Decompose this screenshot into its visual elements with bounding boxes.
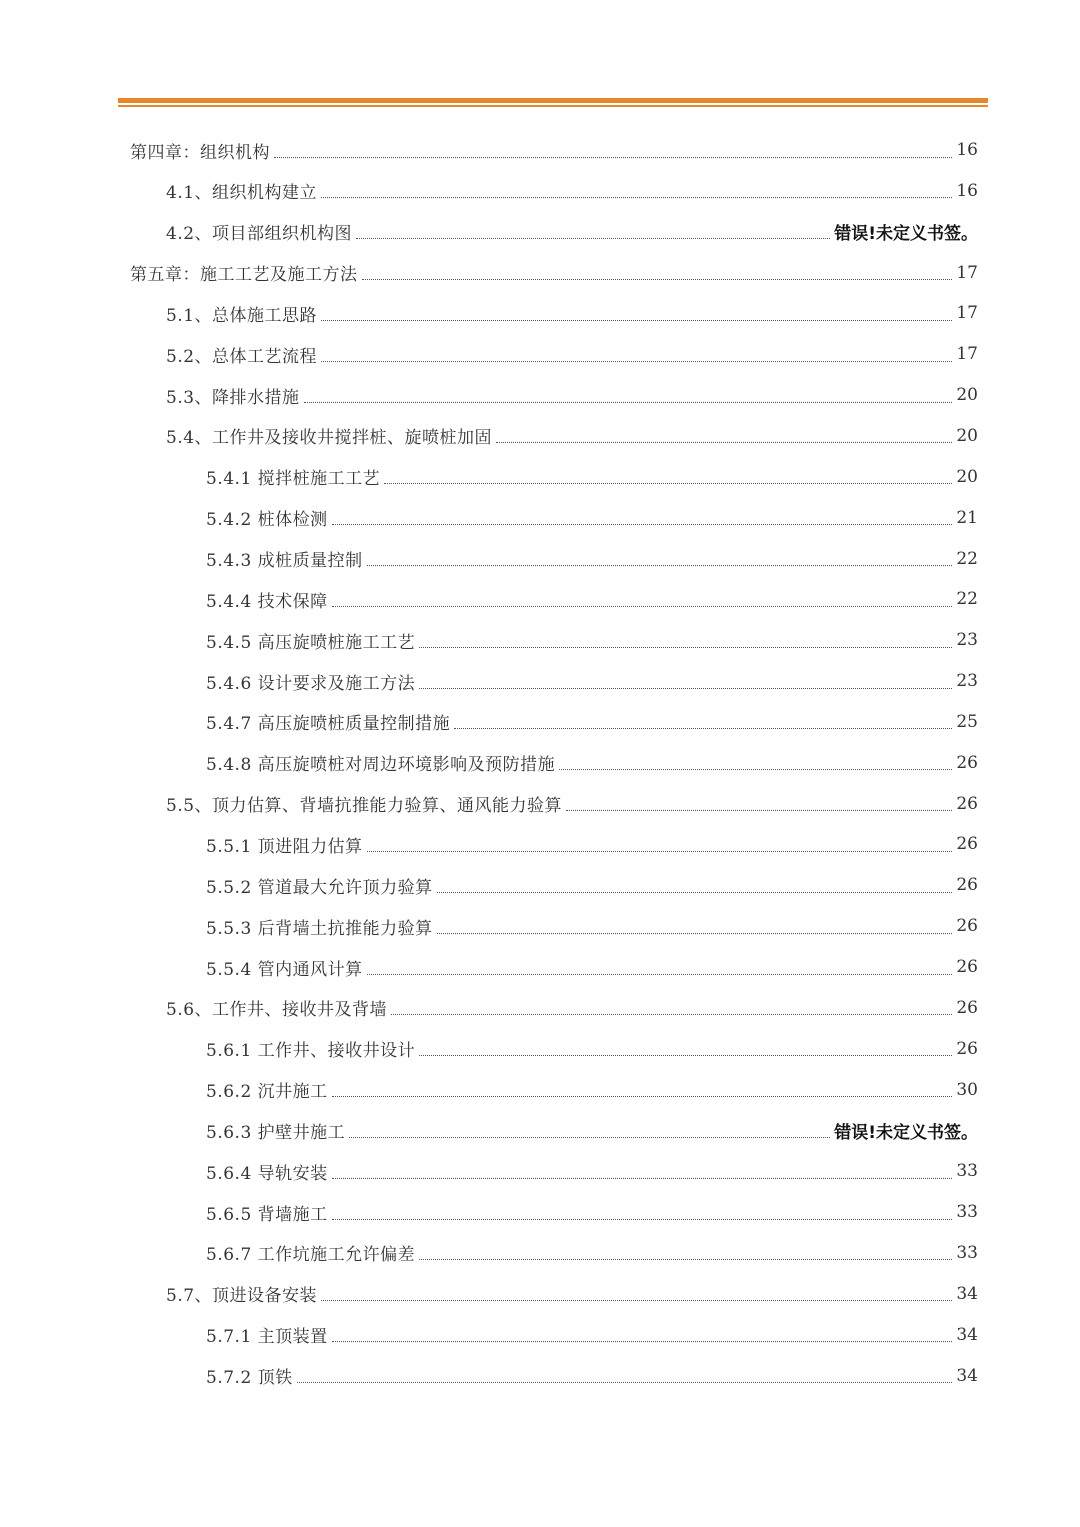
toc-entry[interactable] — [206, 457, 978, 497]
toc-entry-title: 5.4.3 成桩质量控制 — [206, 551, 363, 571]
toc-entry[interactable] — [166, 1274, 978, 1314]
toc-page-number: 17 — [956, 344, 978, 365]
toc-entry[interactable] — [206, 1192, 978, 1232]
toc-page-number: 17 — [956, 303, 978, 324]
toc-dot-leader — [356, 238, 830, 239]
toc-page-number: 22 — [956, 589, 978, 610]
toc-dot-leader — [321, 320, 952, 321]
toc-dot-leader — [332, 1178, 953, 1179]
toc-dot-leader — [367, 974, 953, 975]
toc-entry[interactable] — [206, 1356, 978, 1396]
toc-dot-leader — [332, 524, 953, 525]
toc-page-number: 25 — [956, 711, 978, 732]
toc-dot-leader — [332, 1096, 953, 1097]
toc-entry[interactable] — [166, 334, 978, 374]
toc-entry-title: 5.5.4 管内通风计算 — [206, 959, 363, 980]
toc-entry-title: 5.6、工作井、接收井及背墙 — [166, 1000, 388, 1021]
toc-entry-title: 5.6.1 工作井、接收井设计 — [206, 1041, 416, 1062]
toc-dot-leader — [274, 157, 952, 158]
toc-dot-leader — [321, 1300, 952, 1301]
toc-entry[interactable] — [206, 702, 978, 742]
toc-entry[interactable] — [206, 1029, 978, 1069]
toc-entry[interactable] — [206, 1315, 978, 1355]
toc-entry-title: 5.5、顶力估算、背墙抗推能力验算、通风能力验算 — [166, 796, 563, 817]
toc-dot-leader — [349, 1137, 830, 1138]
toc-dot-leader — [437, 933, 953, 934]
toc-page-number: 26 — [956, 916, 978, 937]
toc-entry-title: 5.5.3 后背墙土抗推能力验算 — [206, 918, 433, 939]
toc-page-number: 33 — [956, 1202, 978, 1223]
toc-entry[interactable] — [166, 375, 978, 415]
toc-entry-title: 5.6.2 沉井施工 — [206, 1082, 328, 1103]
toc-dot-leader — [566, 810, 952, 811]
toc-dot-leader — [367, 565, 953, 566]
toc-entry[interactable] — [206, 498, 978, 538]
toc-page-number: 26 — [956, 793, 978, 814]
toc-dot-leader — [321, 361, 952, 362]
toc-entry-title: 5.4.5 高压旋喷桩施工工艺 — [206, 632, 416, 653]
toc-entry-title: 5.5.1 顶进阻力估算 — [206, 836, 363, 857]
toc-page-number: 16 — [956, 140, 978, 160]
toc-entry-title: 5.4.6 设计要求及施工方法 — [206, 673, 416, 694]
toc-entry-title: 5.2、总体工艺流程 — [166, 346, 318, 367]
toc-dot-leader — [332, 1341, 953, 1342]
toc-entry-title: 5.4.8 高压旋喷桩对周边环境影响及预防措施 — [206, 755, 556, 776]
toc-entry-title: 4.1、组织机构建立 — [166, 183, 318, 204]
toc-entry[interactable] — [206, 906, 978, 946]
toc-page-number: 26 — [956, 1038, 978, 1059]
toc-page-number: 34 — [956, 1324, 978, 1345]
toc-entry-title: 5.6.4 导轨安装 — [206, 1163, 328, 1184]
toc-entry-title: 5.4.1 搅拌桩施工工艺 — [206, 469, 381, 490]
toc-entry[interactable] — [206, 947, 978, 987]
toc-dot-leader — [437, 892, 953, 893]
toc-dot-leader — [384, 483, 952, 484]
toc-page-number: 23 — [956, 630, 978, 651]
toc-page-number: 20 — [956, 425, 978, 446]
toc-page-number: 33 — [956, 1242, 978, 1263]
toc-entry-title: 5.7.2 顶铁 — [206, 1368, 293, 1388]
toc-entry[interactable] — [166, 293, 978, 333]
toc-entry-title: 5.6.3 护壁井施工 — [206, 1122, 346, 1143]
toc-page-number: 34 — [956, 1365, 978, 1386]
toc-dot-leader — [332, 606, 953, 607]
toc-entry[interactable] — [130, 130, 978, 170]
toc-dot-leader — [419, 647, 952, 648]
toc-entry-title: 4.2、项目部组织机构图 — [166, 224, 353, 245]
toc-page-number: 20 — [956, 466, 978, 487]
toc-entry[interactable] — [206, 743, 978, 783]
toc-entry[interactable] — [166, 212, 978, 252]
toc-entry-title: 5.3、降排水措施 — [166, 387, 300, 408]
toc-dot-leader — [321, 197, 952, 198]
toc-entry-title: 5.6.7 工作坑施工允许偏差 — [206, 1245, 416, 1266]
toc-page-number: 20 — [956, 385, 978, 406]
toc-entry-title: 5.1、总体施工思路 — [166, 305, 318, 326]
toc-entry[interactable] — [206, 865, 978, 905]
toc-page-number: 22 — [956, 548, 978, 569]
toc-dot-leader — [362, 279, 953, 280]
toc-dot-leader — [297, 1382, 953, 1383]
toc-page-number: 16 — [956, 180, 978, 201]
toc-dot-leader — [496, 442, 952, 443]
toc-entry[interactable] — [206, 1110, 978, 1150]
toc-entry[interactable] — [206, 661, 978, 701]
toc-entry[interactable] — [206, 1151, 978, 1191]
toc-entry-title: 第四章：组织机构 — [130, 142, 270, 163]
toc-entry[interactable] — [166, 784, 978, 824]
toc-entry-title: 5.7.1 主顶装置 — [206, 1327, 328, 1348]
toc-entry[interactable] — [130, 253, 978, 293]
toc-entry[interactable] — [166, 416, 978, 456]
toc-entry-title: 第五章：施工工艺及施工方法 — [130, 265, 358, 286]
toc-page-number: 23 — [956, 671, 978, 692]
toc-entry-title: 5.4.4 技术保障 — [206, 591, 328, 612]
toc-entry-title: 5.4、工作井及接收井搅拌桩、旋喷桩加固 — [166, 428, 493, 449]
toc-page-number: 26 — [956, 957, 978, 977]
toc-entry-title: 5.4.2 桩体检测 — [206, 510, 328, 531]
toc-dot-leader — [391, 1014, 952, 1015]
toc-error-bookmark: 错误!未定义书签。 — [834, 1122, 978, 1143]
toc-entry[interactable] — [206, 620, 978, 660]
toc-entry[interactable] — [166, 988, 978, 1028]
toc-page-number: 17 — [956, 262, 978, 283]
toc-entry[interactable] — [206, 1233, 978, 1273]
toc-page-number: 21 — [956, 507, 978, 528]
toc-dot-leader — [304, 402, 953, 403]
toc-entry[interactable] — [206, 1070, 978, 1110]
header-rule-thin — [118, 105, 988, 107]
toc-dot-leader — [454, 728, 952, 729]
toc-page-number: 26 — [956, 752, 978, 773]
toc-entry-title: 5.7、顶进设备安装 — [166, 1286, 318, 1307]
toc-dot-leader — [419, 1055, 952, 1056]
toc-dot-leader — [419, 688, 952, 689]
toc-dot-leader — [367, 851, 953, 852]
toc-page-number: 26 — [956, 997, 978, 1018]
toc-page-number: 30 — [956, 1079, 978, 1100]
toc-entry[interactable] — [206, 579, 978, 619]
toc-entry[interactable] — [206, 539, 978, 579]
toc-error-bookmark: 错误!未定义书签。 — [834, 224, 978, 245]
toc-entry[interactable] — [206, 824, 978, 864]
toc-entry-title: 5.5.2 管道最大允许顶力验算 — [206, 877, 433, 898]
toc-page-number: 26 — [956, 834, 978, 855]
toc-entry-title: 5.6.5 背墙施工 — [206, 1204, 328, 1225]
toc-dot-leader — [559, 769, 952, 770]
toc-page-number: 26 — [956, 875, 978, 896]
toc-dot-leader — [332, 1219, 953, 1220]
header-rule-thick — [118, 98, 988, 103]
toc-page-number: 33 — [956, 1161, 978, 1182]
toc-entry-title: 5.4.7 高压旋喷桩质量控制措施 — [206, 714, 451, 735]
toc-dot-leader — [419, 1259, 952, 1260]
toc-page-number: 34 — [956, 1283, 978, 1304]
toc-entry[interactable] — [166, 171, 978, 211]
